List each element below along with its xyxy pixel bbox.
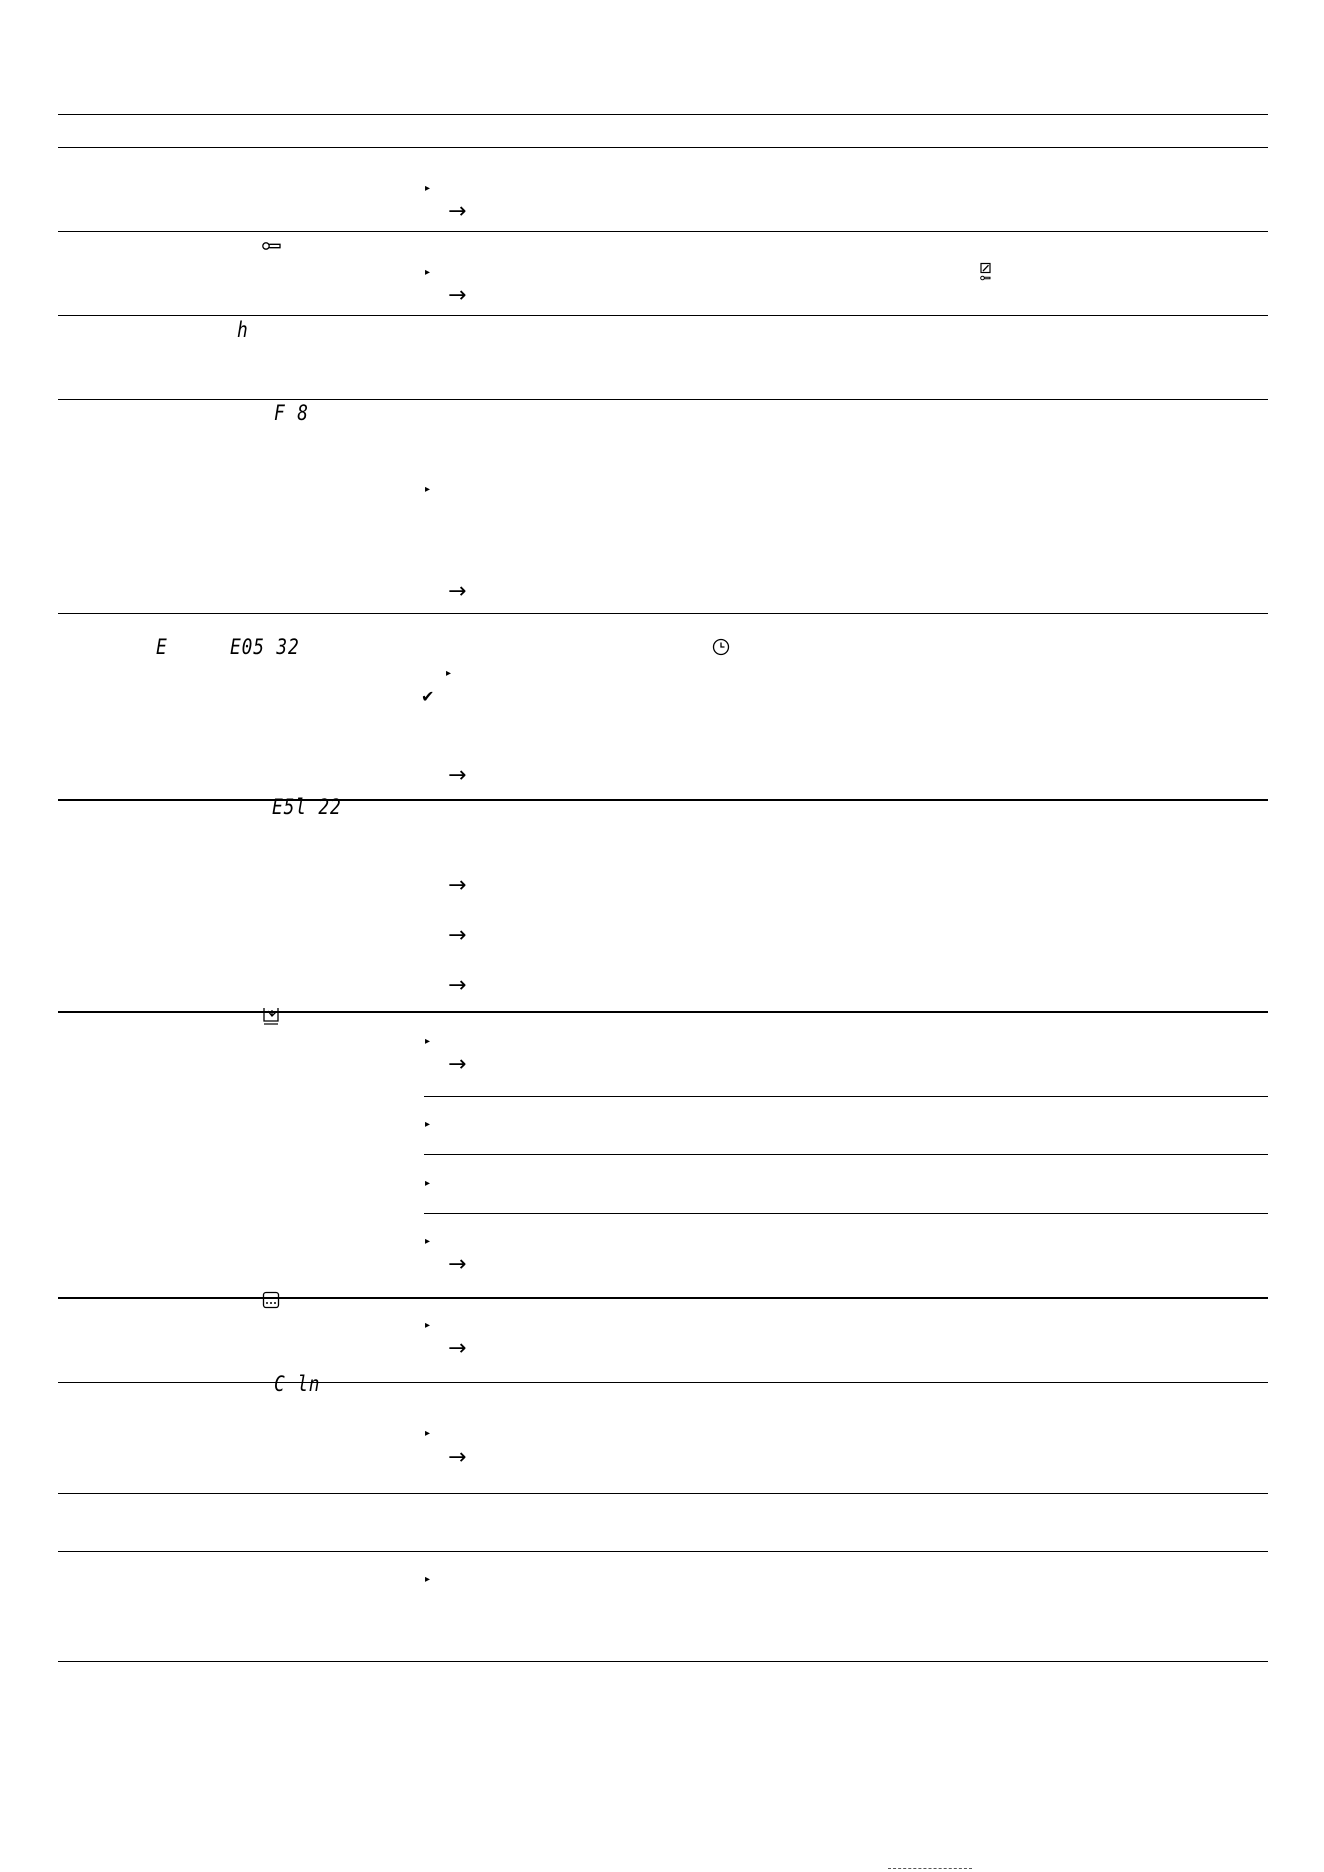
result-arrow: →: [448, 579, 467, 604]
display-code-cin: C ln: [274, 1372, 321, 1396]
display-code-e5122: E5l 22: [272, 795, 342, 819]
table-header-rule: [58, 147, 1268, 148]
bullet-marker: ▸: [425, 1428, 431, 1439]
result-arrow: →: [448, 283, 467, 308]
bullet-marker: ▸: [425, 1574, 431, 1585]
result-arrow: →: [448, 923, 467, 948]
bullet-marker: ▸: [425, 484, 431, 495]
row-divider: [58, 1382, 1268, 1383]
bullet-marker: ▸: [425, 1236, 431, 1247]
table-bottom-rule: [58, 1661, 1268, 1662]
clock-icon: [712, 638, 730, 656]
row-divider: [58, 613, 1268, 614]
bullet-marker: ▸: [425, 183, 431, 194]
bullet-marker: ▸: [425, 1119, 431, 1130]
check-mark: ✔: [421, 687, 435, 706]
display-code-f8: F 8: [274, 401, 309, 425]
tray-icon: [262, 1007, 280, 1027]
bullet-marker: ▸: [446, 668, 452, 679]
row-divider: [58, 315, 1268, 316]
bullet-marker: ▸: [425, 1036, 431, 1047]
bullet-marker: ▸: [425, 1320, 431, 1331]
row-divider: [58, 231, 1268, 232]
display-code-h: h: [237, 318, 249, 342]
row-divider: [58, 1297, 1268, 1299]
display-code-e0532: E05 32: [230, 635, 300, 659]
sub-row-divider: [424, 1213, 1268, 1214]
row-divider: [58, 1011, 1268, 1013]
bullet-marker: ▸: [425, 1178, 431, 1189]
result-arrow: →: [448, 199, 467, 224]
result-arrow: →: [448, 1052, 467, 1077]
result-arrow: →: [448, 763, 467, 788]
tablet-icon: [262, 1291, 280, 1309]
edit-key-icon: [979, 262, 993, 282]
result-arrow: →: [448, 1445, 467, 1470]
footer-mark: [888, 1868, 972, 1871]
sub-row-divider: [424, 1154, 1268, 1155]
row-divider: [58, 1551, 1268, 1552]
sub-row-divider: [424, 1096, 1268, 1097]
table-top-rule: [58, 114, 1268, 115]
row-divider: [58, 799, 1268, 801]
result-arrow: →: [448, 973, 467, 998]
result-arrow: →: [448, 873, 467, 898]
display-code-e: E: [156, 635, 168, 659]
result-arrow: →: [448, 1252, 467, 1277]
result-arrow: →: [448, 1336, 467, 1361]
bullet-marker: ▸: [425, 267, 431, 278]
row-divider: [58, 1493, 1268, 1494]
key-icon: [262, 240, 282, 252]
row-divider: [58, 399, 1268, 400]
